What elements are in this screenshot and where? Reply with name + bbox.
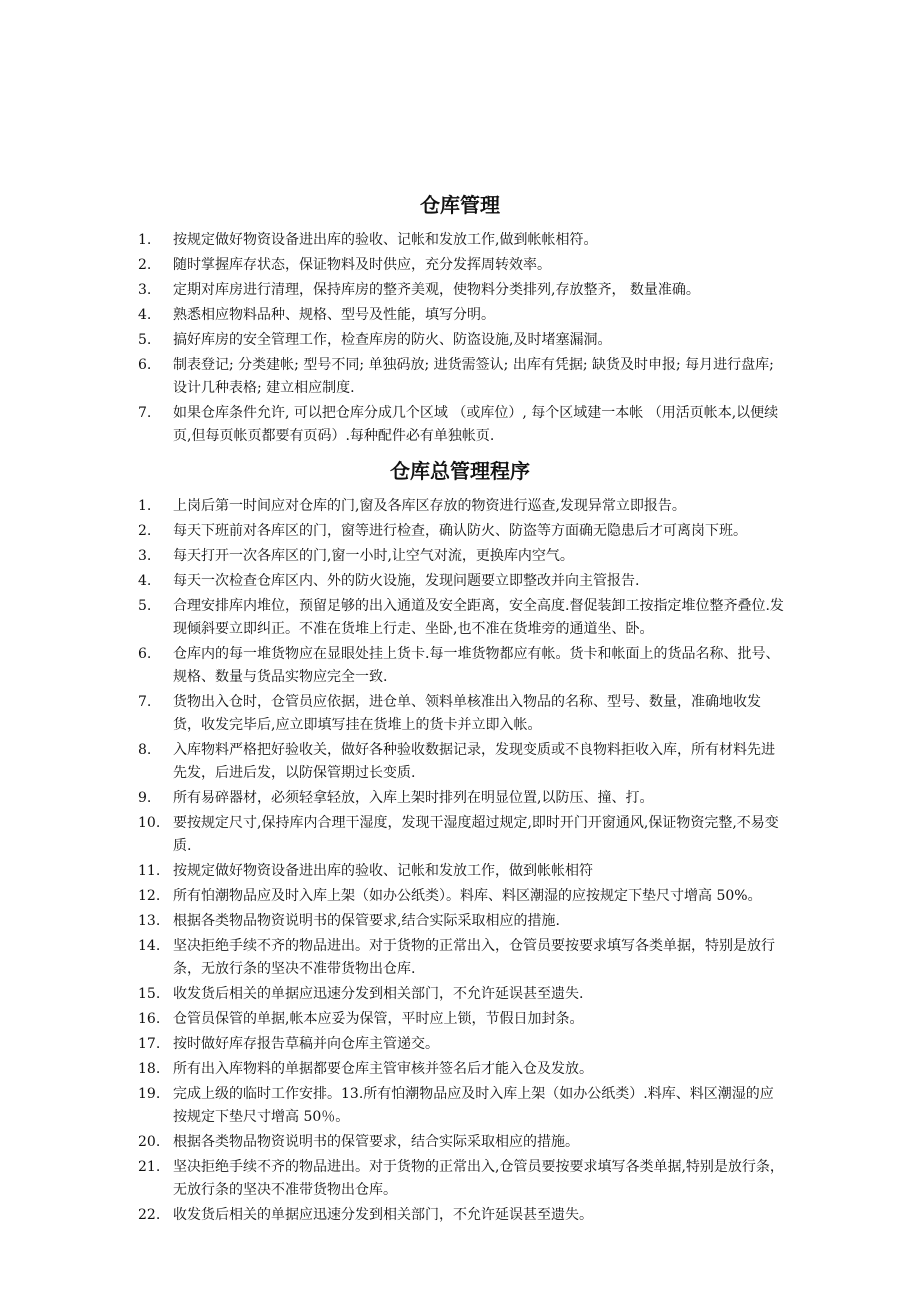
list-item-number: 3. [138, 282, 152, 298]
list-item [0, 1156, 785, 1202]
list-item-number: 9. [138, 790, 152, 806]
list-item-number: 1. [138, 232, 152, 248]
list-item-number: 2. [138, 523, 152, 539]
list-item [0, 935, 785, 981]
list-item [0, 304, 785, 327]
list-item-number: 6. [138, 357, 152, 373]
list-item-text: 入库物料严格把好验收关，做好各种验收数据记录，发现变质或不良物料拒收入库，所有材料先进先发，后进后发，以防保管期过长变质. [173, 742, 775, 781]
list-item-text: 按规定做好物资设备进出库的验收、记帐和发放工作，做到帐帐相符 [173, 863, 593, 879]
list-item [0, 885, 785, 908]
list-item [0, 1058, 785, 1081]
list-item-number: 14. [138, 938, 161, 954]
list-item-number: 11. [138, 863, 161, 879]
list-item [0, 545, 785, 568]
list-item [0, 254, 785, 277]
list-item-text: 上岗后第一时间应对仓库的门,窗及各库区存放的物资进行巡查,发现异常立即报告。 [173, 498, 686, 514]
list-item-text: 搞好库房的安全管理工作，检查库房的防火、防盗设施,及时堵塞漏洞。 [173, 332, 612, 348]
list-item [0, 570, 785, 593]
list-item-text: 收发货后相关的单据应迅速分发到相关部门，不允许延误甚至遗失。 [173, 1207, 593, 1223]
section-title-general-procedure: 仓库总管理程序 [390, 459, 530, 483]
list-item-number: 5. [138, 332, 152, 348]
list-item-text: 如果仓库条件允许, 可以把仓库分成几个区域 （或库位）, 每个区域建一本帐 （用活页帐本,以便续页,但每页帐页都要有页码）.每种配件必有单独帐页. [173, 405, 779, 444]
list-item-text: 每天打开一次各库区的门,窗一小时,让空气对流，更换库内空气。 [173, 548, 574, 564]
section-title-warehouse-management: 仓库管理 [420, 193, 500, 217]
list-item [0, 595, 785, 641]
list-item-number: 17. [138, 1036, 161, 1052]
list-item [0, 1204, 785, 1227]
list-item-text: 按规定做好物资设备进出库的验收、记帐和发放工作,做到帐帐相符。 [173, 232, 598, 248]
list-item-text: 按时做好库存报告草稿并向仓库主管递交。 [173, 1036, 439, 1052]
list-item [0, 495, 785, 518]
list-item-number: 5. [138, 598, 152, 614]
list-item-number: 10. [138, 815, 161, 831]
list-item [0, 329, 785, 352]
list-item [0, 229, 785, 252]
list-item-number: 20. [138, 1134, 161, 1150]
list-item-text: 熟悉相应物料品种、规格、型号及性能，填写分明。 [173, 307, 495, 323]
list-item-text: 要按规定尺寸,保持库内合理干湿度，发现干湿度超过规定,即时开门开窗通风,保证物资完整,不易变质. [173, 815, 779, 854]
list-item-number: 21. [138, 1159, 161, 1175]
list-item-number: 15. [138, 986, 161, 1002]
list-item-number: 13. [138, 913, 161, 929]
list-item [0, 520, 785, 543]
list-item [0, 1083, 785, 1129]
list-item-number: 7. [138, 694, 152, 710]
list-item-text: 仓库内的每一堆货物应在显眼处挂上货卡.每一堆货物都应有帐。货卡和帐面上的货品名称、批号、规格、数量与货品实物应完全一致. [173, 646, 780, 685]
list-item-number: 4. [138, 573, 152, 589]
list-item [0, 983, 785, 1006]
list-item-text: 定期对库房进行清理，保持库房的整齐美观，使物料分类排列,存放整齐， 数量准确。 [173, 282, 700, 298]
list-item [0, 1008, 785, 1031]
list-item-text: 货物出入仓时，仓管员应依据，进仓单、领料单核准出入物品的名称、型号、数量，准确地收发货，收发完毕后,应立即填写挂在货堆上的货卡并立即入帐。 [173, 694, 761, 733]
list-item-number: 2. [138, 257, 152, 273]
list-item-number: 4. [138, 307, 152, 323]
list-item-number: 1. [138, 498, 152, 514]
general-procedure-list [0, 495, 920, 1229]
list-item-number: 8. [138, 742, 152, 758]
list-item-number: 19. [138, 1086, 161, 1102]
list-item [0, 402, 785, 448]
list-item-text: 所有怕潮物品应及时入库上架（如办公纸类）。料库、料区潮湿的应按规定下垫尺寸增高 50%。 [173, 888, 762, 904]
list-item-text: 所有易碎器材，必须轻拿轻放，入库上架时排列在明显位置,以防压、撞、打。 [173, 790, 654, 806]
list-item [0, 1033, 785, 1056]
list-item-text: 根据各类物品物资说明书的保管要求,结合实际采取相应的措施. [173, 913, 560, 929]
list-item-text: 随时掌握库存状态，保证物料及时供应，充分发挥周转效率。 [173, 257, 551, 273]
list-item [0, 787, 785, 810]
list-item-text: 制表登记; 分类建帐; 型号不同; 单独码放; 进货需签认; 出库有凭据; 缺货及时申报; 每月进行盘库; 设计几种表格; 建立相应制度. [173, 357, 774, 396]
list-item [0, 1131, 785, 1154]
list-item [0, 691, 785, 737]
list-item-number: 12. [138, 888, 161, 904]
list-item [0, 860, 785, 883]
list-item-text: 仓管员保管的单据,帐本应妥为保管，平时应上锁，节假日加封条。 [173, 1011, 584, 1027]
list-item-text: 每天一次检查仓库区内、外的防火设施，发现问题要立即整改并向主管报告. [173, 573, 640, 589]
list-item-text: 完成上级的临时工作安排。13.所有怕潮物品应及时入库上架（如办公纸类）.料库、料区潮湿的应按规定下垫尺寸增高 50％。 [173, 1086, 774, 1125]
warehouse-management-list [0, 229, 920, 450]
list-item [0, 910, 785, 933]
list-item-number: 7. [138, 405, 152, 421]
list-item [0, 739, 785, 785]
list-item-text: 所有出入库物料的单据都要仓库主管审核并签名后才能入仓及发放。 [173, 1061, 593, 1077]
list-item-number: 3. [138, 548, 152, 564]
list-item-number: 18. [138, 1061, 161, 1077]
list-item [0, 354, 785, 400]
list-item [0, 279, 785, 302]
list-item-text: 每天下班前对各库区的门，窗等进行检查，确认防火、防盗等方面确无隐患后才可离岗下班。 [173, 523, 747, 539]
list-item-number: 22. [138, 1207, 161, 1223]
list-item-number: 16. [138, 1011, 161, 1027]
list-item-text: 坚决拒绝手续不齐的物品进出。对于货物的正常出入，仓管员要按要求填写各类单据，特别是放行条，无放行条的坚决不准带货物出仓库. [173, 938, 775, 977]
list-item-number: 6. [138, 646, 152, 662]
list-item-text: 根据各类物品物资说明书的保管要求，结合实际采取相应的措施。 [173, 1134, 579, 1150]
list-item-text: 合理安排库内堆位，预留足够的出入通道及安全距离，安全高度.督促装卸工按指定堆位整齐叠位.发现倾斜要立即纠正。不准在货堆上行走、坐卧,也不准在货堆旁的通道坐、卧。 [173, 598, 784, 637]
list-item [0, 643, 785, 689]
list-item [0, 812, 785, 858]
list-item-text: 坚决拒绝手续不齐的物品进出。对于货物的正常出入,仓管员要按要求填写各类单据,特别是放行条，无放行条的坚决不准带货物出仓库。 [173, 1159, 784, 1198]
list-item-text: 收发货后相关的单据应迅速分发到相关部门，不允许延误甚至遗失. [173, 986, 584, 1002]
